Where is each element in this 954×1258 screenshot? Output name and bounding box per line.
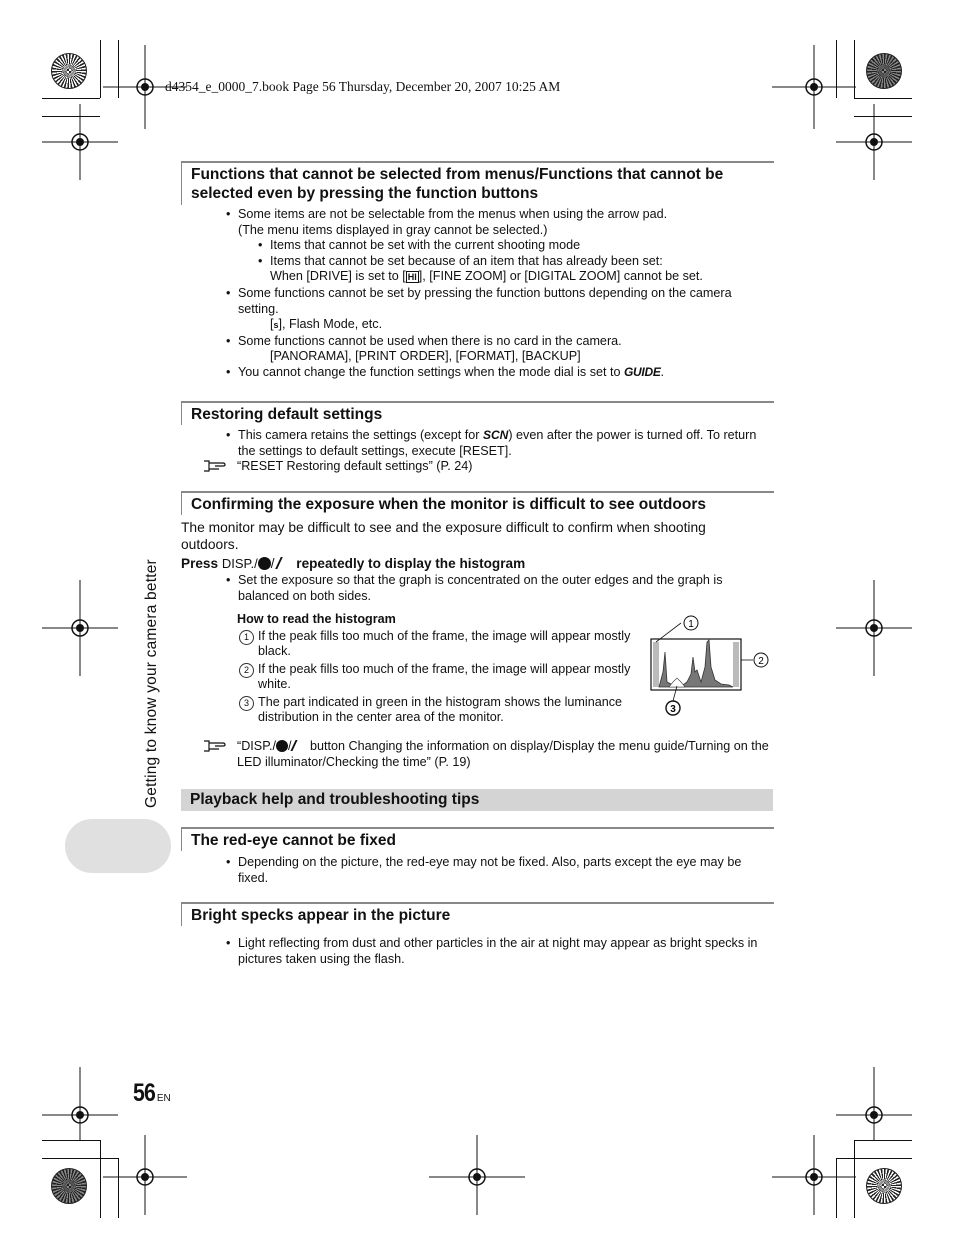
registration-target-icon bbox=[802, 1165, 826, 1189]
reference-hand-icon bbox=[203, 739, 227, 753]
specks-list bbox=[226, 936, 774, 967]
registration-target-icon bbox=[68, 130, 92, 154]
page-language: EN bbox=[156, 1093, 171, 1104]
print-rosette-icon bbox=[51, 53, 87, 89]
section-title: Restoring default settings bbox=[191, 406, 383, 423]
section-functions-heading bbox=[181, 161, 774, 205]
scn-mode-icon: SCN bbox=[482, 428, 509, 442]
section-specks-heading bbox=[181, 902, 774, 926]
list-item: • Light reflecting from dust and other particles in the air at night may appear as bright specks in pictures taken using the flash. bbox=[226, 936, 774, 967]
section-title: Playback help and troubleshooting tips bbox=[190, 791, 480, 808]
histogram-howto-list bbox=[239, 629, 639, 725]
self-timer-icon: s bbox=[273, 320, 279, 331]
registration-target-icon bbox=[862, 1103, 886, 1127]
list-item-cont: [PANORAMA], [PRINT ORDER], [FORMAT], [BACKUP] bbox=[270, 349, 581, 364]
section-restore-heading bbox=[181, 401, 774, 425]
histogram-howto-title: How to read the histogram bbox=[237, 612, 396, 626]
registration-target-icon bbox=[862, 616, 886, 640]
list-item: 3 The part indicated in green in the histogram shows the luminance distribution in the center area of the monitor. bbox=[239, 695, 639, 726]
sub-list-item: • Items that cannot be set with the current shooting mode bbox=[226, 238, 774, 254]
list-item: • Some functions cannot be set by pressing the function buttons depending on the camera setting. bbox=[226, 286, 774, 317]
list-item: • Depending on the picture, the red-eye may not be fixed. Also, parts except the eye may be fixed. bbox=[226, 855, 774, 886]
question-circle-icon bbox=[276, 740, 288, 752]
section-exposure-heading bbox=[181, 491, 774, 515]
list-item: • Set the exposure so that the graph is concentrated on the outer edges and the graph is balanced on both sides. bbox=[226, 573, 774, 604]
histogram-right-band bbox=[733, 642, 739, 687]
chapter-side-label: Getting to know your camera better bbox=[143, 559, 160, 808]
registration-target-icon bbox=[802, 75, 826, 99]
section-redeye-heading bbox=[181, 827, 774, 851]
list-item-cont: (The menu items displayed in gray cannot be selected.) bbox=[238, 222, 548, 237]
registration-target-icon bbox=[465, 1165, 489, 1189]
disp-button-label: DISP./ bbox=[221, 556, 258, 571]
list-item: • This camera retains the settings (except for SCN) even after the power is turned off. To return the settings to default settings, execute [RESET]. bbox=[226, 428, 774, 459]
list-item: • Some functions cannot be used when there is no card in the camera. bbox=[226, 334, 774, 350]
registration-target-icon bbox=[68, 1103, 92, 1127]
histogram-illustration bbox=[645, 612, 775, 720]
print-header: d4354_e_0000_7.book Page 56 Thursday, December 20, 2007 10:25 AM bbox=[165, 79, 561, 94]
question-circle-icon bbox=[258, 557, 271, 570]
redeye-list bbox=[226, 855, 774, 886]
list-item: 1 If the peak fills too much of the frame, the image will appear mostly black. bbox=[239, 629, 639, 660]
registration-target-icon bbox=[133, 75, 157, 99]
sub-list-item: • Items that cannot be set because of an item that has already been set: bbox=[226, 254, 774, 270]
drive-hi-icon: HI bbox=[407, 272, 417, 283]
page-number: 56 EN bbox=[133, 1079, 171, 1107]
illuminator-icon bbox=[291, 740, 307, 751]
reference-text: “DISP./ / button Changing the information on display/Display the menu guide/Turning on the LED illuminator/Checking the time” (P. 19) bbox=[237, 739, 769, 769]
section-title: Bright specks appear in the picture bbox=[191, 907, 451, 924]
chapter-tab bbox=[65, 819, 171, 873]
illuminator-icon bbox=[275, 557, 293, 569]
callout-number: 2 bbox=[758, 656, 764, 667]
print-rosette-icon bbox=[51, 1168, 87, 1204]
reference-text: “RESET Restoring default settings” (P. 24) bbox=[237, 459, 473, 473]
list-item: 2 If the peak fills too much of the frame, the image will appear mostly white. bbox=[239, 662, 639, 693]
print-rosette-icon bbox=[866, 1168, 902, 1204]
registration-target-icon bbox=[68, 616, 92, 640]
list-item: • You cannot change the function settings when the mode dial is set to GUIDE. bbox=[226, 365, 774, 381]
disp-button-label: DISP./ bbox=[241, 739, 276, 753]
registration-target-icon bbox=[862, 130, 886, 154]
section-title: The red-eye cannot be fixed bbox=[191, 832, 396, 849]
section-playback-banner bbox=[181, 789, 773, 811]
list-item: • Some items are not be selectable from the menus when using the arrow pad. bbox=[226, 207, 774, 223]
callout-number: 1 bbox=[688, 619, 694, 630]
section-title: Functions that cannot be selected from menus/Functions that cannot be selected even by pressing the function buttons bbox=[191, 166, 724, 202]
print-rosette-icon bbox=[866, 53, 902, 89]
functions-list bbox=[226, 207, 774, 381]
callout-number: 3 bbox=[670, 704, 676, 715]
exposure-list bbox=[226, 573, 774, 604]
registration-target-icon bbox=[133, 1165, 157, 1189]
reference-hand-icon bbox=[203, 459, 227, 473]
histogram-left-band bbox=[653, 642, 659, 687]
exposure-instruction: Press DISP./ / repeatedly to display the histogram bbox=[181, 556, 526, 571]
restore-list bbox=[226, 428, 774, 459]
list-item-cont: [s], Flash Mode, etc. bbox=[270, 317, 383, 332]
guide-mode-icon: GUIDE bbox=[624, 364, 661, 379]
sub-list-item-cont: When [DRIVE] is set to [ HI ], [FINE ZOOM] or [DIGITAL ZOOM] cannot be set. bbox=[270, 269, 703, 284]
section-title: Confirming the exposure when the monitor is difficult to see outdoors bbox=[191, 496, 706, 513]
exposure-intro: The monitor may be difficult to see and the exposure difficult to confirm when shooting outdoors. bbox=[181, 520, 706, 552]
